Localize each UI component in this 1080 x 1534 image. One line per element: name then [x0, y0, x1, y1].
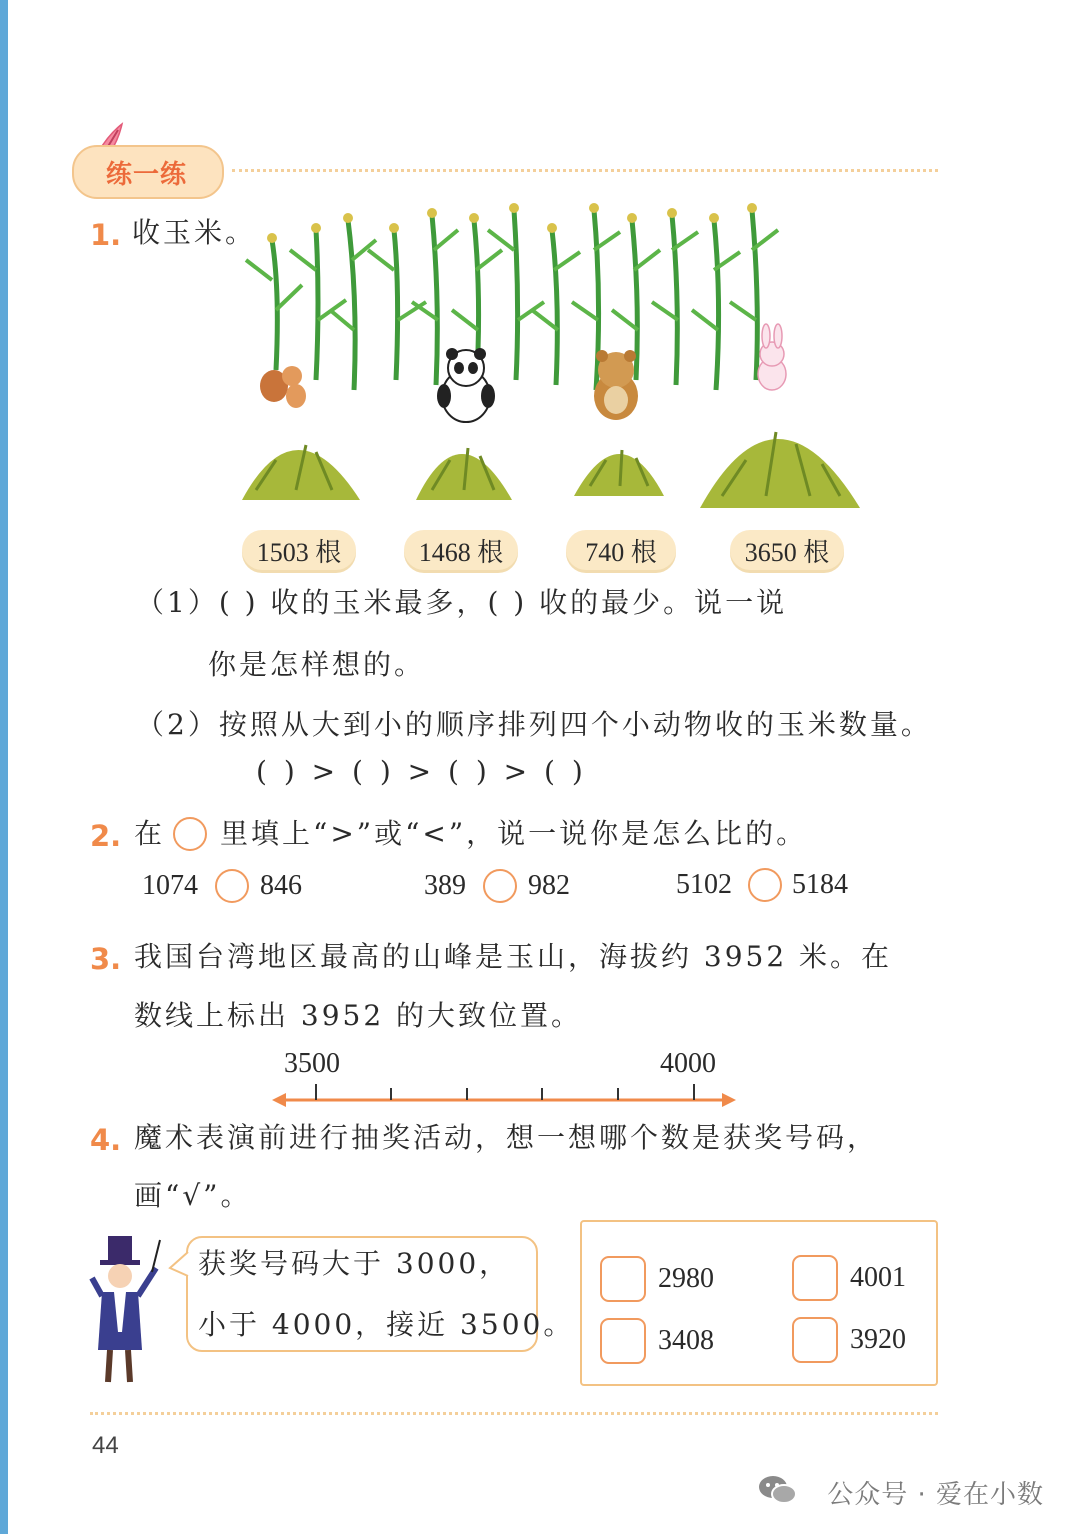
q2-pair3-left: 5102 — [676, 869, 732, 900]
q2-number: 2. — [90, 819, 122, 853]
corn-leaves — [246, 230, 778, 330]
q2-text-a: 在 — [134, 817, 166, 850]
q1-sub2-blanks: ( ) > ( ) > ( ) > ( ) — [256, 755, 584, 788]
wechat-icon — [758, 1474, 798, 1506]
q1-sub2: （2）按照从大到小的顺序排列四个小动物收的玉米数量。 — [136, 708, 932, 741]
choice-checkbox-2[interactable] — [792, 1255, 838, 1301]
pile-count-1: 1503 根 — [242, 530, 356, 570]
magician-icon — [86, 1232, 166, 1392]
q3-line1: 我国台湾地区最高的山峰是玉山，海拔约 3952 米。在 — [134, 940, 893, 973]
choice-number-1: 2980 — [658, 1263, 714, 1294]
q1-sub1-line2: 你是怎样想的。 — [208, 648, 426, 681]
corn-pile-3 — [574, 450, 664, 496]
panda-icon — [437, 348, 495, 422]
q2-inline-circle — [173, 817, 207, 851]
pile-count-2: 1468 根 — [404, 530, 518, 570]
squirrel-icon — [260, 366, 306, 408]
pile-count-4: 3650 根 — [730, 530, 844, 570]
q4-number: 4. — [90, 1123, 122, 1157]
choice-number-2: 4001 — [850, 1262, 906, 1293]
speech-line2: 小于 4000，接近 3500。 — [198, 1308, 575, 1341]
q2-pair2-left: 389 — [424, 870, 466, 901]
q2-pair1-left: 1074 — [142, 870, 198, 901]
numberline-label-end: 4000 — [660, 1048, 716, 1079]
choice-number-4: 3920 — [850, 1324, 906, 1355]
corn-pile-4 — [700, 432, 860, 508]
corn-pile-2 — [416, 448, 512, 500]
q3-line2: 数线上标出 3952 的大致位置。 — [134, 999, 583, 1032]
speech-tail — [168, 1250, 190, 1280]
q1-number: 1. — [90, 218, 122, 252]
bear-icon — [594, 350, 638, 420]
watermark-text: 公众号 · 爱在小数 — [827, 1480, 1044, 1510]
page-edge-stripe — [0, 0, 8, 1534]
choice-checkbox-4[interactable] — [792, 1317, 838, 1363]
q2-pair3-right: 5184 — [792, 869, 848, 900]
q1-sub1-line1: （1）( ) 收的玉米最多，( ) 收的最少。说一说 — [136, 586, 788, 619]
q2-pair1-circle[interactable] — [215, 869, 249, 903]
q3-number: 3. — [90, 942, 122, 976]
number-line[interactable] — [270, 1080, 740, 1114]
q2-pair2-right: 982 — [528, 870, 570, 901]
q4-line1: 魔术表演前进行抽奖活动，想一想哪个数是获奖号码， — [134, 1121, 879, 1154]
choice-checkbox-3[interactable] — [600, 1318, 646, 1364]
pile-count-3: 740 根 — [566, 530, 676, 570]
corn-tassels — [267, 203, 757, 243]
footer-divider — [90, 1412, 938, 1415]
corn-field-illustration — [236, 190, 876, 530]
section-label: 练一练 — [106, 160, 188, 190]
q1-title: 收玉米。 — [132, 216, 257, 249]
numberline-label-start: 3500 — [284, 1048, 340, 1079]
q2-text-b: 里填上“>”或“<”，说一说你是怎么比的。 — [220, 817, 808, 850]
rabbit-icon — [758, 324, 786, 390]
corn-pile-1 — [242, 445, 360, 500]
page-number: 44 — [92, 1432, 119, 1459]
speech-line1: 获奖号码大于 3000， — [198, 1247, 511, 1280]
choice-number-3: 3408 — [658, 1325, 714, 1356]
section-divider — [232, 169, 938, 172]
q4-line2: 画“√”。 — [134, 1179, 252, 1212]
q2-pair1-right: 846 — [260, 870, 302, 901]
q2-pair3-circle[interactable] — [748, 868, 782, 902]
q2-pair2-circle[interactable] — [483, 869, 517, 903]
choice-checkbox-1[interactable] — [600, 1256, 646, 1302]
